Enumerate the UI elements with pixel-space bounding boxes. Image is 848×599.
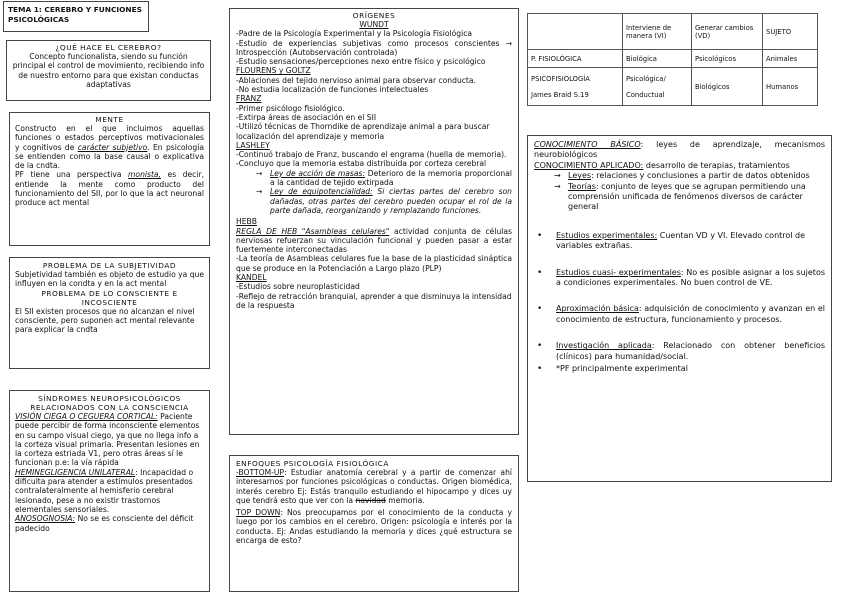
investigacion-aplicada-text: : Relacionado con obtener beneficios (clínicos) para humanidad/social. (556, 341, 825, 361)
mente-p1-c: . En psicología se entienden como la base causal o explicativa de la cndta. (15, 142, 204, 171)
estudios-cuasi-text: : No es posible asignar a los sujetos a condiciones experimentales. No buen control de VE. (556, 267, 825, 288)
table-row (528, 50, 818, 68)
bullet-icon: • (537, 364, 543, 375)
table-cell-line: PSICOFISIOLOGÍA (531, 74, 590, 83)
table-cell-line: James Braid S.19 (531, 90, 589, 99)
mente-paragraph-1 (15, 124, 204, 170)
sindromes-heading: SÍNDROMES NEUROPSICOLÓGICOS RELACIONADOS CON LA CONSCIENCIA (30, 394, 189, 412)
bottom-up-desc: : Estudiar anatomía cerebral y a partir de comenzar ahí interesarnos por funciones psicológicas o conductas. Origen biomédica, interés cerebro Ej: Estás tranquilo estudiando el hipocampo y dices uy que tendrá esto que ver con la (236, 468, 512, 505)
estudios-experimentales-label: Estudios experimentales: (556, 230, 658, 240)
table-cell: Animales (763, 50, 818, 68)
flourens-line-2: -No estudia localización de funciones intelectuales (236, 85, 429, 95)
arrow-right-icon: → (256, 168, 263, 178)
table-header-cell: Interviene de manera (VI) (623, 14, 692, 50)
wundt-line-2: -Estudio de experiencias subjetivas como procesos conscientes → Introspección (Autobservación controlada) (236, 38, 512, 57)
arrow-right-icon: → (554, 181, 561, 191)
aproximacion-basica-text: : adquisición de conocimiento y avanzan en el conocimiento de estructura, funcionamiento y procesos. (556, 304, 825, 324)
subjetividad-box (9, 257, 210, 369)
pf-note-text: *PF principalmente experimental (556, 364, 688, 374)
flourens-line-1: -Ablaciones del tejido nervioso animal para observar conducta. (236, 75, 476, 85)
table-cell (528, 68, 623, 106)
heminegligencia-text (15, 468, 204, 514)
wundt-line-1: -Padre de la Psicología Experimental y la Psicología Fisiológica (236, 29, 473, 39)
ley-equipotencialidad-item (236, 187, 512, 215)
mente-paragraph-2 (15, 170, 204, 207)
table-header-cell: Generar cambios (VD) (692, 14, 763, 50)
lashley-title: LASHLEY (236, 140, 270, 150)
topic-title: TEMA 1: CEREBRO Y FUNCIONES PSICOLÓGICAS (8, 5, 142, 24)
arrow-right-icon: → (554, 171, 561, 181)
wundt-title: WUNDT (359, 20, 389, 29)
mente-heading: MENTE (95, 115, 124, 124)
table-cell: Humanos (763, 68, 818, 106)
flourens-title: FLOURENS y GOLTZ (236, 66, 311, 76)
top-down-desc: : Nos preocupamos por el conocimiento de la conducta y luego por los cambios en el cerebro. Origen: psicología e interés por la conducta. Ej: Andas estudiando la memoria y dices ¿qué estructura se encarga de esto? (236, 508, 512, 546)
kandel-line-2: -Reflejo de retracción branquial, aprender a que disminuya la intensidad de la respuesta (236, 291, 512, 310)
conocimiento-aplicado-label: CONOCIMIENTO APLICADO: (534, 160, 644, 170)
table-cell (623, 68, 692, 106)
ley-equi-text: Si ciertas partes del cerebro son dañadas, otras partes del cerebro pueden ocupar el rol de la parte dañada, reorganizando y remplazando funciones. (270, 187, 512, 215)
conocimiento-basico-label: CONOCIMIENTO BÁSICO (534, 140, 641, 149)
table-header-cell: SUJETO (763, 14, 818, 50)
conocimiento-box (527, 135, 832, 482)
bottom-up-strike: navidad (355, 495, 386, 505)
estudios-experimentales-item (534, 231, 825, 252)
bottom-up-label: -BOTTOM-UP (236, 468, 285, 477)
topic-title-box (3, 1, 149, 32)
teorias-label: Teorías (568, 181, 596, 191)
origenes-heading: ORÍGENES (352, 11, 396, 20)
wundt-line-3: -Estudio sensaciones/percepciones nexo entre físico y psicológico (236, 57, 486, 67)
hebb-regla-text: actividad conjunta de células nerviosas refuerzan su vinculación funcional y pueden pasar a estar fuertemente interconectadas (236, 226, 512, 255)
conocimiento-aplicado (534, 161, 825, 171)
sindromes-box (9, 390, 210, 592)
anosognosia-desc: No se es consciente del déficit padecido (15, 514, 194, 533)
arrow-right-icon: → (256, 187, 263, 197)
subjetividad-heading: PROBLEMA DE LA SUBJETIVIDAD (42, 261, 177, 270)
investigacion-aplicada-label: Investigación aplicada (556, 341, 652, 351)
heminegligencia-label: HEMINEGLIGENCIA UNILATERAL (15, 467, 136, 477)
hebb-line-2: -La teoría de Asambleas celulares fue la base de la plasticidad sináptica que se produce en la Potenciación a Largo plazo (PLP) (236, 254, 512, 273)
mente-p2-monista: monista, (128, 170, 161, 180)
consciente-text: El SII existen procesos que no alcanzan el nivel consciente, pero suponen act mental relevante para explicar la cndta (15, 306, 195, 335)
bottom-up-text (236, 468, 512, 505)
table-cell: Psicológicos (692, 50, 763, 68)
conocimiento-basico (534, 140, 825, 161)
mente-p2-a: PF tiene una perspectiva (15, 170, 129, 180)
bullet-icon: • (537, 230, 543, 241)
ley-masas-label: Ley de acción de masas: (270, 168, 366, 178)
table-cell-line: Psicológica/ (626, 74, 666, 83)
mente-p1-a: Constructo en el que incluimos aquellas funciones o estados perceptivos motivacionales y cognitivos de (15, 124, 204, 152)
subjetividad-text: Subjetividad también es objeto de estudio ya que influyen en la condta y en la act mental (15, 270, 204, 289)
leyes-item (534, 171, 825, 181)
franz-line-2: -Extirpa áreas de asociación en el SII (236, 112, 377, 122)
vision-ciega-label: VISIÓN CIEGA O CEGUERA CORTICAL: (15, 412, 158, 421)
vision-ciega-desc: Paciente puede percibir de forma inconsciente elementos en su campo visual ciego, ya que no llega info a la corteza visual primaria. Presentan lesiones en la corteza estriada V1, pero otras áreas sí le funcionan p.e: la vía rápida (15, 412, 200, 468)
bullet-icon: • (537, 267, 543, 278)
mente-box (9, 112, 210, 246)
hebb-regla-label: REGLA DE HEB "Asambleas celulares" (236, 226, 390, 236)
leyes-label: Leyes (568, 171, 592, 181)
mente-p2-c: es decir, entiende la mente como producto del funcionamiento del SII, por lo que la act neuronal produce act mental (15, 170, 204, 208)
origenes-box (229, 8, 519, 435)
vision-ciega-text (15, 412, 204, 468)
table-header-row (528, 14, 818, 50)
aproximacion-basica-label: Aproximación básica (556, 304, 639, 314)
que-hace-text: Concepto funcionalista, siendo su función principal el control de movimiento, recibiendo info de nuestro entorno para que existan conductas adaptativas (12, 52, 205, 89)
comparison-table-box (527, 13, 818, 106)
enfoques-box (229, 455, 519, 592)
franz-title: FRANZ (236, 94, 262, 104)
teorias-text: : conjunto de leyes que se agrupan permitiendo una comprensión unificada de fenómenos diversos de carácter general (568, 181, 806, 212)
comparison-table (527, 13, 818, 106)
table-cell-line: Conductual (626, 90, 665, 99)
consciente-heading: PROBLEMA DE LO CONSCIENTE E INCOSCIENTE (41, 288, 178, 307)
teorias-item (534, 182, 825, 213)
estudios-cuasi-label: Estudios cuasi- experimentales (556, 267, 681, 277)
top-down-text (236, 508, 512, 545)
que-hace-heading: ¿QUÉ HACE EL CEREBRO? (55, 43, 162, 52)
ley-masas-text: Deterioro de la memoria proporcional a la cantidad de tejido extirpada (270, 168, 512, 188)
anosognosia-text (15, 514, 204, 533)
enfoques-heading: ENFOQUES PSICOLOGÍA FISIOLÓGICA (236, 459, 389, 468)
table-cell: Biológica (623, 50, 692, 68)
kandel-title: KANDEL (236, 273, 267, 283)
conocimiento-basico-text: : leyes de aprendizaje, mecanismos neurobiológicos (534, 140, 826, 160)
bullet-icon: • (537, 304, 543, 315)
franz-line-1: -Primer psicólogo fisiológico. (236, 103, 345, 113)
estudios-cuasi-item (534, 268, 825, 289)
leyes-text: : relaciones y conclusiones a partir de datos obtenidos (591, 171, 810, 181)
heminegligencia-desc: : Incapacidad o dificulta para atender a estímulos presentados contralateralmente al hemisferio cerebral lesionado, pese a no existir trastornos elementales sensoriales. (15, 467, 194, 514)
que-hace-box (6, 40, 211, 101)
table-header-cell (528, 14, 623, 50)
aproximacion-basica-item (534, 304, 825, 325)
ley-masas-item (236, 169, 512, 188)
bottom-up-end: memoria. (385, 495, 425, 505)
estudios-experimentales-text: Cuentan VD y VI. Elevado control de variables extrañas. (556, 230, 806, 251)
top-down-label: TOP DOWN (236, 508, 281, 518)
conocimiento-aplicado-text: desarrollo de terapias, tratamientos (643, 160, 790, 170)
lashley-line-2: -Concluyo que la memoria estaba distribuida por corteza cerebral (236, 159, 487, 169)
anosognosia-label: ANOSOGNOSIA: (15, 514, 76, 524)
franz-line-3: -Utilizó técnicas de Thorndike de aprendizaje animal a para buscar localización del aprendizaje y memoria (236, 122, 490, 141)
table-cell: Biológicos (692, 68, 763, 106)
mente-p1-subjetivo: carácter subjetivo (77, 142, 148, 152)
bullet-icon: • (537, 341, 543, 352)
pf-note-item (534, 364, 825, 374)
investigacion-aplicada-item (534, 341, 825, 362)
table-row (528, 68, 818, 106)
kandel-line-1: -Estudios sobre neuroplasticidad (236, 282, 360, 292)
ley-equi-label: Ley de equipotencialidad: (270, 187, 373, 197)
hebb-regla (236, 227, 512, 255)
lashley-line-1: -Continuó trabajo de Franz, buscando el engrama (huella de memoria). (236, 150, 507, 160)
table-cell: P. FISIOLÓGICA (528, 50, 623, 68)
hebb-title: HEBB (236, 217, 257, 227)
